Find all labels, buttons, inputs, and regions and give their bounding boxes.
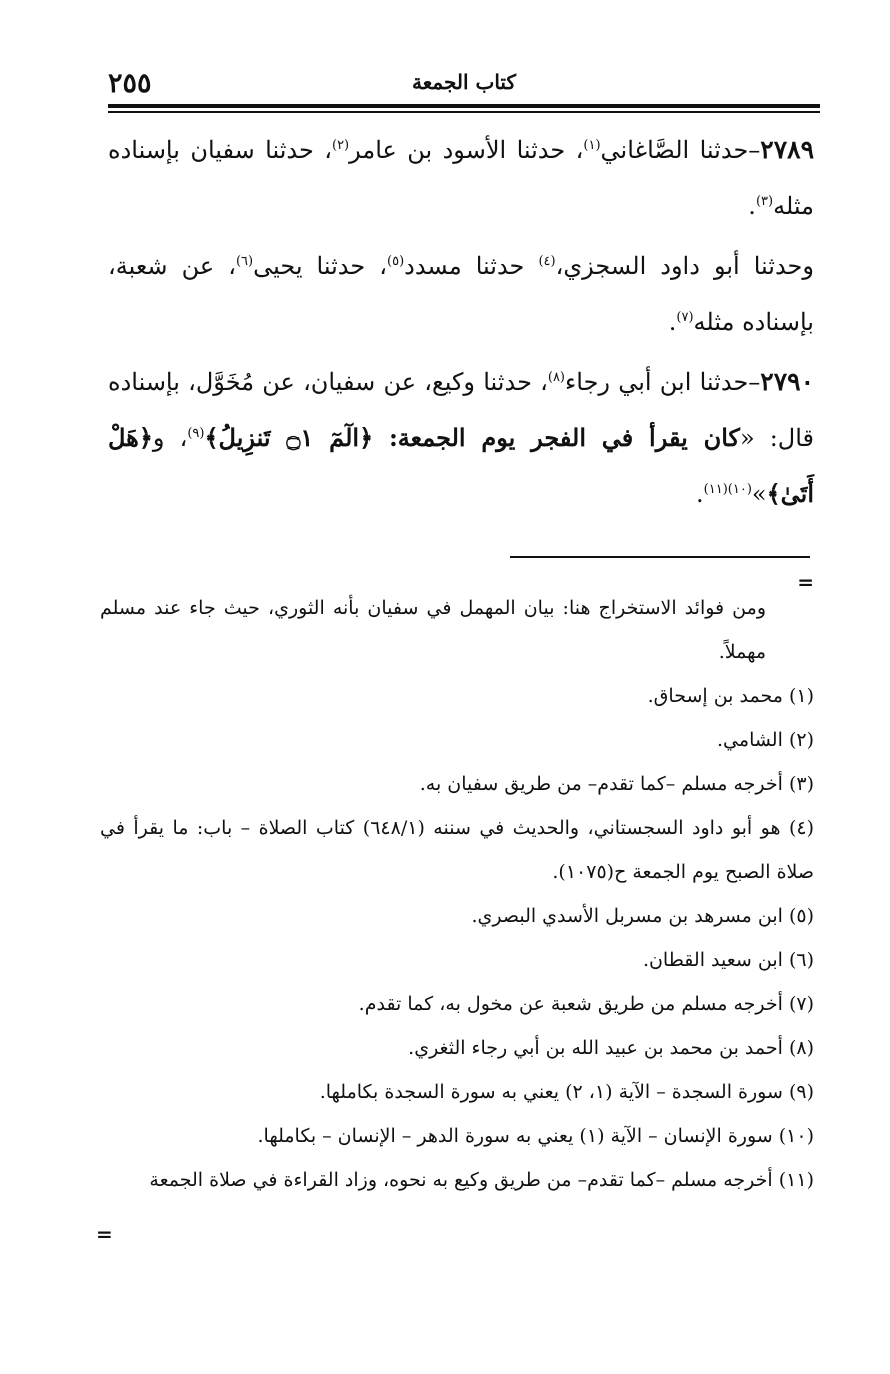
footnote-text: ابن مسرهد بن مسربل الأسدي البصري. xyxy=(471,905,783,927)
header-rule-thin xyxy=(108,111,820,113)
footnote-carry-over: ومن فوائد الاستخراج هنا: بيان المهمل في سفيان بأنه الثوري، حيث جاء عند مسلم مهملاً. xyxy=(100,597,766,663)
text-run: –حدثنا الصَّاغاني xyxy=(600,136,761,164)
page-number: ٢٥٥ xyxy=(108,68,152,99)
footnote-label: (٢) xyxy=(788,729,814,751)
footnote-label: (٣) xyxy=(788,773,814,795)
footnote-item xyxy=(100,1158,814,1202)
footnote-label: (٤) xyxy=(788,817,814,839)
quran-verse: ﴿هَلْ أَتَىٰ﴾ xyxy=(108,423,814,508)
footnote-text: محمد بن إسحاق. xyxy=(647,685,783,707)
footnote-separator xyxy=(510,556,810,558)
text-run: ، حدثنا وكيع، عن سفيان، عن مُخَوَّل، بإسناده قال: « xyxy=(108,368,815,452)
footnote-text: الشامي. xyxy=(717,729,783,751)
footnote-ref: (١٠)(١١) xyxy=(703,482,752,497)
footnote-list xyxy=(100,674,814,1202)
footnotes xyxy=(100,586,814,1202)
footnote-item xyxy=(100,762,814,806)
footnote-ref: (٦) xyxy=(235,254,254,269)
footnote-item xyxy=(100,1114,814,1158)
footnote-item xyxy=(100,1070,814,1114)
footnote-ref: (٥) xyxy=(387,254,405,269)
hadith-2790 xyxy=(108,354,814,522)
main-text xyxy=(108,122,814,522)
footnote-ref: (٢) xyxy=(331,138,350,153)
footnote-item xyxy=(100,1026,814,1070)
footnote-text: هو أبو داود السجستاني، والحديث في سننه (٦٤٨/١) كتاب الصلاة – باب: ما يقرأ في صلاة الصبح يوم الجمعة ح(١٠٧٥). xyxy=(100,817,814,883)
quran-verse: ﴿الٓمٓ ۝١ تَنزِيلُ﴾ xyxy=(204,423,374,452)
footnote-ref: (١) xyxy=(583,138,601,153)
footnote-text: سورة الإنسان – الآية (١) يعني به سورة الدهر – الإنسان – بكاملها. xyxy=(257,1125,773,1147)
text-run: –حدثنا ابن أبي رجاء xyxy=(565,368,761,396)
footnote-label: (١١) xyxy=(778,1169,814,1191)
header-rule-thick xyxy=(108,104,820,108)
footnote-item xyxy=(100,938,814,982)
text-run: ، و xyxy=(152,424,188,452)
text-run: . xyxy=(748,192,756,220)
hadith-2789-chain xyxy=(108,238,814,350)
text-run: . xyxy=(668,308,677,336)
end-continuation-mark: = xyxy=(96,1222,113,1246)
footnote-text: أخرجه مسلم من طريق شعبة عن مخول به، كما تقدم. xyxy=(358,993,783,1015)
footnote-ref: (٣) xyxy=(755,194,774,209)
footnote-ref: (٨) xyxy=(547,370,565,385)
running-title: كتاب الجمعة xyxy=(412,70,516,94)
text-run: ، حدثنا يحيى xyxy=(253,252,387,280)
footnote-item xyxy=(100,674,814,718)
quoted-text: كان يقرأ في الفجر يوم الجمعة: xyxy=(373,423,740,452)
footnote-ref: (٩) xyxy=(187,426,205,441)
footnote-item xyxy=(100,982,814,1026)
footnote-label: (٦) xyxy=(788,949,814,971)
footnote-text: أخرجه مسلم –كما تقدم– من طريق سفيان به. xyxy=(419,773,783,795)
footnote-label: (١٠) xyxy=(778,1125,814,1147)
page-header xyxy=(108,68,820,98)
text-run: ، حدثنا سفيان بإسناده مثله xyxy=(108,136,814,220)
hadith-number: ٢٧٩٠ xyxy=(760,367,815,396)
footnote-label: (٨) xyxy=(788,1037,814,1059)
text-run: ، حدثنا الأسود بن عامر xyxy=(349,136,584,164)
footnote-item xyxy=(100,806,814,894)
footnote-text: أحمد بن محمد بن عبيد الله بن أبي رجاء الثغري. xyxy=(408,1037,783,1059)
footnote-ref: (٤) xyxy=(538,254,556,269)
footnote-text: سورة السجدة – الآية (١، ٢) يعني به سورة السجدة بكاملها. xyxy=(319,1081,783,1103)
footnote-item xyxy=(100,718,814,762)
footnote-ref: (٧) xyxy=(676,310,694,325)
footnote-text: أخرجه مسلم –كما تقدم– من طريق وكيع به نحوه، وزاد القراءة في صلاة الجمعة xyxy=(149,1169,773,1191)
text-run: وحدثنا أبو داود السجزي، xyxy=(555,252,814,280)
footnote-item xyxy=(100,894,814,938)
footnote-label: (٩) xyxy=(788,1081,814,1103)
hadith-2789 xyxy=(108,122,814,234)
footnote-label: (٧) xyxy=(788,993,814,1015)
footnote-label: (٥) xyxy=(788,905,814,927)
footnote-text: ابن سعيد القطان. xyxy=(642,949,783,971)
text-run: ، عن شعبة، بإسناده مثله xyxy=(108,252,814,336)
hadith-number: ٢٧٨٩ xyxy=(760,135,814,164)
footnote-label: (١) xyxy=(788,685,814,707)
continuation-mark: = xyxy=(797,570,814,594)
text-run: » xyxy=(751,480,767,508)
text-run: حدثنا مسدد xyxy=(404,252,539,280)
text-run: . xyxy=(696,480,704,508)
